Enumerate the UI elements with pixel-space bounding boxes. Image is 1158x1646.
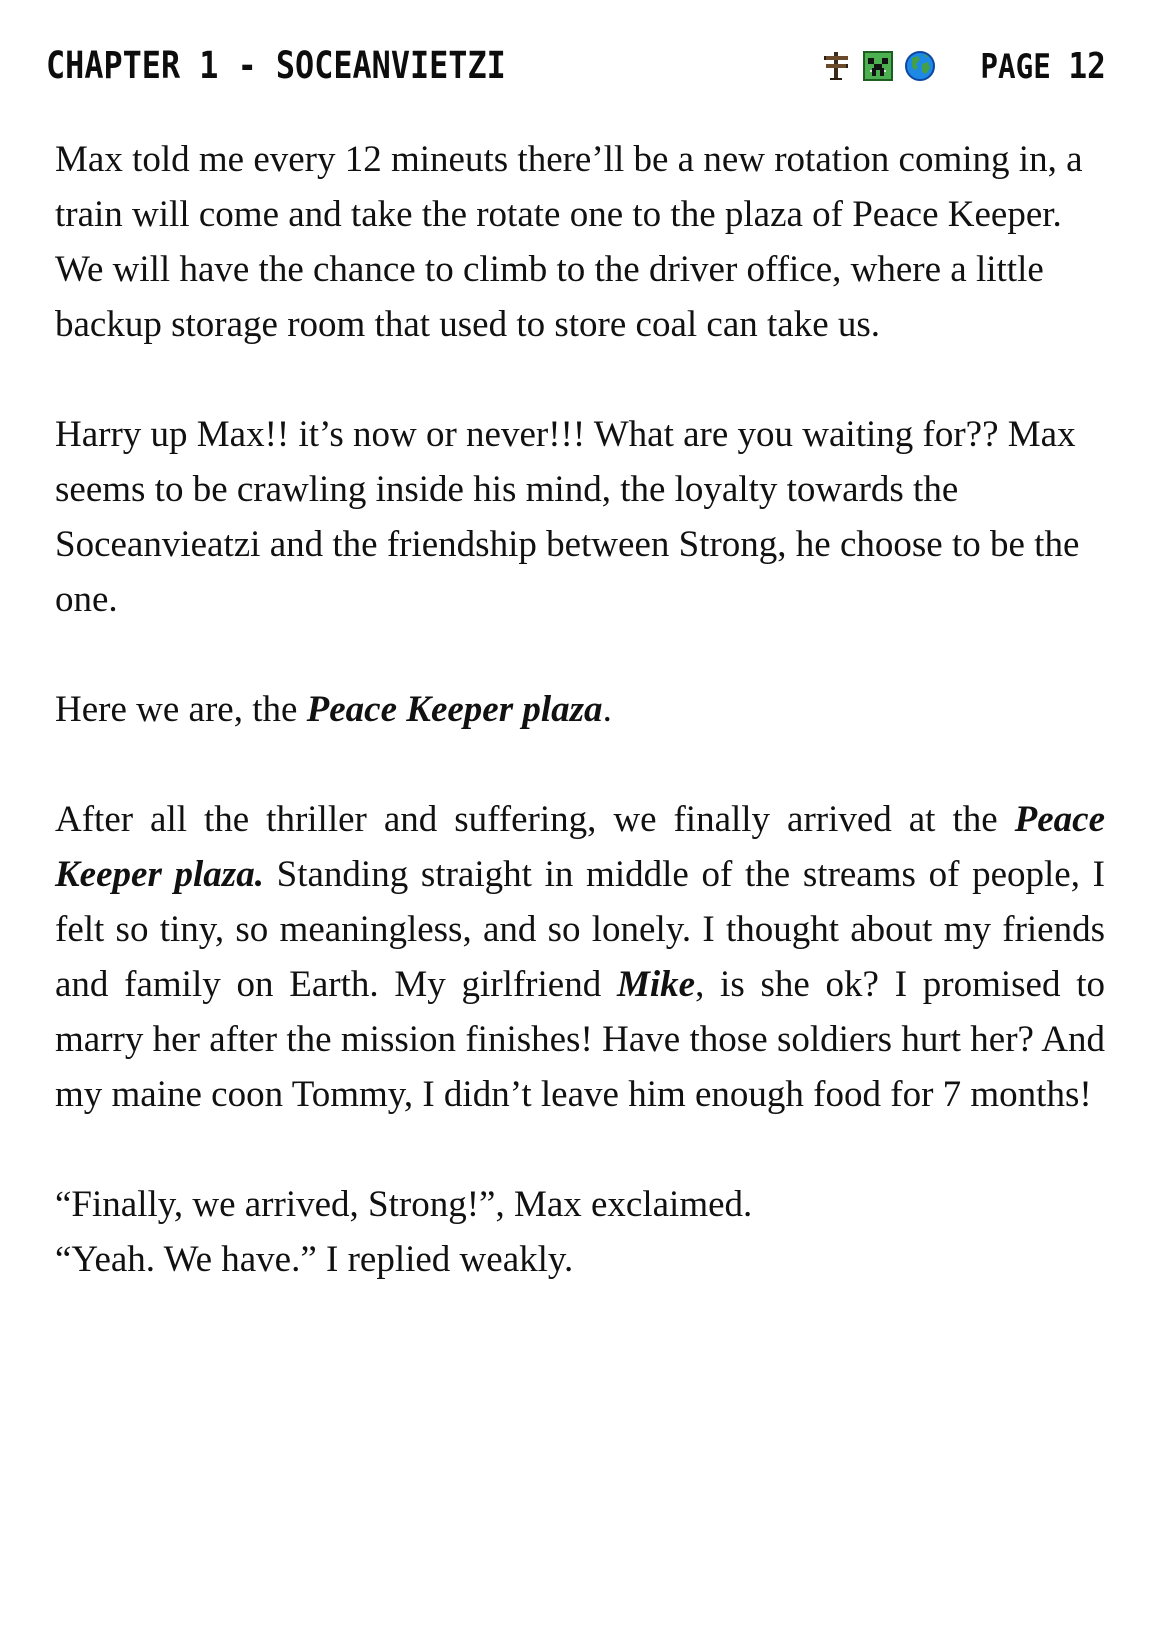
page-number: 12 bbox=[1068, 45, 1106, 87]
earth-globe-icon bbox=[904, 50, 936, 82]
paragraph-1: Max told me every 12 mineuts there’ll be a new rotation coming in, a train will come and take the rotate one to the plaza of Peace Keeper. We will have the chance to climb to the driver office, where a little backup storage room that used to store coal can take us. bbox=[55, 139, 1083, 345]
page-number-label bbox=[981, 46, 1106, 87]
paragraph-3-end: . bbox=[602, 689, 612, 730]
signpost-icon bbox=[820, 50, 852, 82]
creeper-face-icon bbox=[862, 50, 894, 82]
paragraph-3 bbox=[55, 682, 1105, 737]
paragraph-3-text: Here we are, the bbox=[55, 689, 307, 730]
paragraph-4-text-c: , is she ok? I promised to marry her after the mission finishes! Have those soldiers hurt her? And my maine coon Tommy, I didn’t leave him enough food for 7 months! bbox=[55, 964, 1105, 1115]
name-emphasis: Mike bbox=[616, 964, 696, 1005]
header-right bbox=[820, 46, 1106, 87]
body-text bbox=[55, 132, 1105, 1287]
dialogue-line-2: “Yeah. We have.” I replied weakly. bbox=[55, 1239, 574, 1280]
paragraph-4 bbox=[55, 792, 1105, 1122]
chapter-title: CHAPTER 1 - SOCEANVIETZI bbox=[46, 44, 506, 87]
paragraph-2: Harry up Max!! it’s now or never!!! What are you waiting for?? Max seems to be crawling inside his mind, the loyalty towards the Soceanvieatzi and the friendship between Strong, he choose to be the one. bbox=[55, 414, 1080, 620]
paragraph-4-text-a: After all the thriller and suffering, we finally arrived at the bbox=[55, 799, 1015, 840]
paragraph-4-text-b: Standing straight in middle of the streams of people, I felt so tiny, so meaningless, and so lonely. I thought about my friends and family on Earth. My girlfriend bbox=[55, 854, 1105, 1005]
location-emphasis: Peace Keeper plaza bbox=[306, 689, 603, 730]
location-emphasis-2: Peace Keeper plaza. bbox=[55, 799, 1105, 895]
page-label-text: PAGE bbox=[980, 46, 1052, 87]
page-header bbox=[46, 42, 1106, 90]
dialogue-line-1: “Finally, we arrived, Strong!”, Max exclaimed. bbox=[55, 1184, 753, 1225]
